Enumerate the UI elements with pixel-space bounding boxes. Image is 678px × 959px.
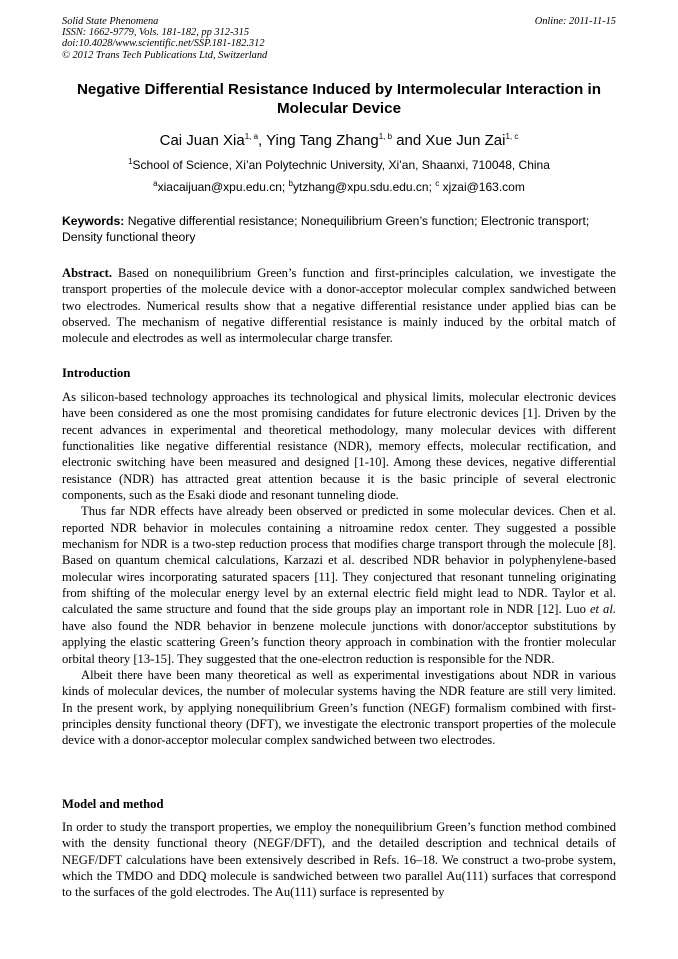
- model-body: [62, 819, 616, 901]
- copyright-line: © 2012 Trans Tech Publications Ltd, Switzerland: [62, 49, 268, 61]
- email-mark: a: [153, 179, 158, 188]
- journal-name: Solid State Phenomena: [62, 16, 159, 27]
- keywords-label: Keywords:: [62, 214, 125, 228]
- author-name: Xue Jun Zai: [425, 132, 506, 149]
- author-affiliation-mark: 1, b: [378, 132, 393, 141]
- email-address[interactable]: ytzhang@xpu.sdu.edu.cn;: [293, 180, 436, 194]
- introduction-body: [62, 389, 616, 749]
- model-paragraph-1: In order to study the transport properties, we employ the nonequilibrium Green’s function method combined with the density functional theory (NEGF/DFT), and the detailed description and technical details of NEGF/DFT calculations have been extensively described in Refs. 16–18. We construct a two-probe system, which the TMDO and DDQ molecule is sandwiched between two parallel Au(111) surfaces that correspond to the surfaces of the gold electrodes. The Au(111) surface is represented by: [62, 820, 616, 900]
- abstract-label: Abstract.: [62, 266, 113, 280]
- keywords-block: [62, 213, 616, 245]
- doi-line: doi:10.4028/www.scientific.net/SSP.181-182.312: [62, 38, 265, 50]
- intro-p2-text-cont: have also found the NDR behavior in benzene molecule junctions with donor/acceptor substitutions by applying the elastic scattering Green’s function theory approach in combination with the frontier molecular orbital theory [13-15]. They suggested that the one-electron reduction is responsible for the NDR.: [62, 618, 616, 666]
- author-name: Ying Tang Zhang: [266, 132, 379, 149]
- abstract-text: Based on nonequilibrium Green’s function and first-principles calculation, we investigate the transport properties of the molecule device with a donor-acceptor molecular complex sandwiched between two electrodes. Numerical results show that a negative differential resistance under applied bias can be observed. The mechanism of negative differential resistance is mainly induced by the orbital match of molecule and electrodes as well as intermolecular charge transfer.: [62, 266, 616, 346]
- email-address[interactable]: xjzai@163.com: [439, 180, 525, 194]
- model-heading: Model and method: [62, 797, 164, 811]
- online-date: Online: 2011-11-15: [534, 16, 616, 27]
- intro-p2-emphasis: et al.: [589, 602, 617, 617]
- author-separator: ,: [258, 132, 267, 149]
- affiliation-mark: 1: [128, 157, 133, 166]
- paper-title: Negative Differential Resistance Induced by Intermolecular Interaction in Molecular Device: [76, 81, 602, 117]
- email-mark: c: [435, 179, 440, 188]
- email-address[interactable]: xiacaijuan@xpu.edu.cn;: [157, 180, 289, 194]
- introduction-heading: Introduction: [62, 366, 131, 380]
- email-mark: b: [288, 179, 293, 188]
- intro-paragraph-1: As silicon-based technology approaches its technological and physical limits, molecular electronic devices have been considered as one the most promising candidates for future electronic devices [1]. Driven by the recent advances in experimental and theoretical methodology, many molecular devices with different functionalities like negative differential resistance (NDR), memory effects, molecular rectification, and electronic switching have been measured and designed [1-10]. Among these devices, negative differential resistance (NDR) has attracted great attention because it is the basic principle of several electronic components, such as the Esaki diode and resonant tunneling diode.: [62, 390, 616, 503]
- intro-paragraph-2: [62, 503, 616, 666]
- affiliation: [62, 157, 616, 173]
- keywords-text: Negative differential resistance; Nonequilibrium Green’s function; Electronic transport; Density functional theory: [62, 214, 590, 244]
- issn-line: ISSN: 1662-9779, Vols. 181-182, pp 312-315: [62, 27, 250, 39]
- abstract-block: [62, 265, 616, 347]
- author-affiliation-mark: 1, c: [505, 132, 519, 141]
- intro-p2-text: Thus far NDR effects have already been observed or predicted in some molecular devices. Chen et al. reported NDR behavior in molecules containing a nitroamine redox center. They suggested a possible mechanism for NDR is a two-step reduction process that modifies charge transport through the molecule [8]. Based on quantum chemical calculations, Karzazi et al. described NDR behavior in polyphenylene-based molecular wires incorporating saturated spacers [11]. They conjectured that resonant tunneling originating from shifting of the molecular energy level by an external electric field might lead to NDR. Taylor et al. calculated the same structure and found that the side groups play an important role in NDR [12]. Luo: [62, 504, 616, 617]
- author-affiliation-mark: 1, a: [244, 132, 259, 141]
- journal-header: [62, 16, 616, 61]
- affiliation-text: School of Science, Xi’an Polytechnic University, Xi’an, Shaanxi, 710048, China: [132, 158, 550, 172]
- author-separator: and: [392, 132, 426, 149]
- author-name: Cai Juan Xia: [159, 132, 245, 149]
- intro-paragraph-3: Albeit there have been many theoretical as well as experimental investigations about NDR in various kinds of molecular devices, the number of molecular systems having the NDR feature are still very limited. In the present work, by applying nonequilibrium Green’s function (NEGF) formalism combined with first-principles density functional theory (DFT), we investigate the electronic transport properties of the molecule device with a donor-acceptor molecular complex sandwiched between two electrodes.: [62, 667, 616, 748]
- author-list: [62, 132, 616, 150]
- email-list: [62, 179, 616, 195]
